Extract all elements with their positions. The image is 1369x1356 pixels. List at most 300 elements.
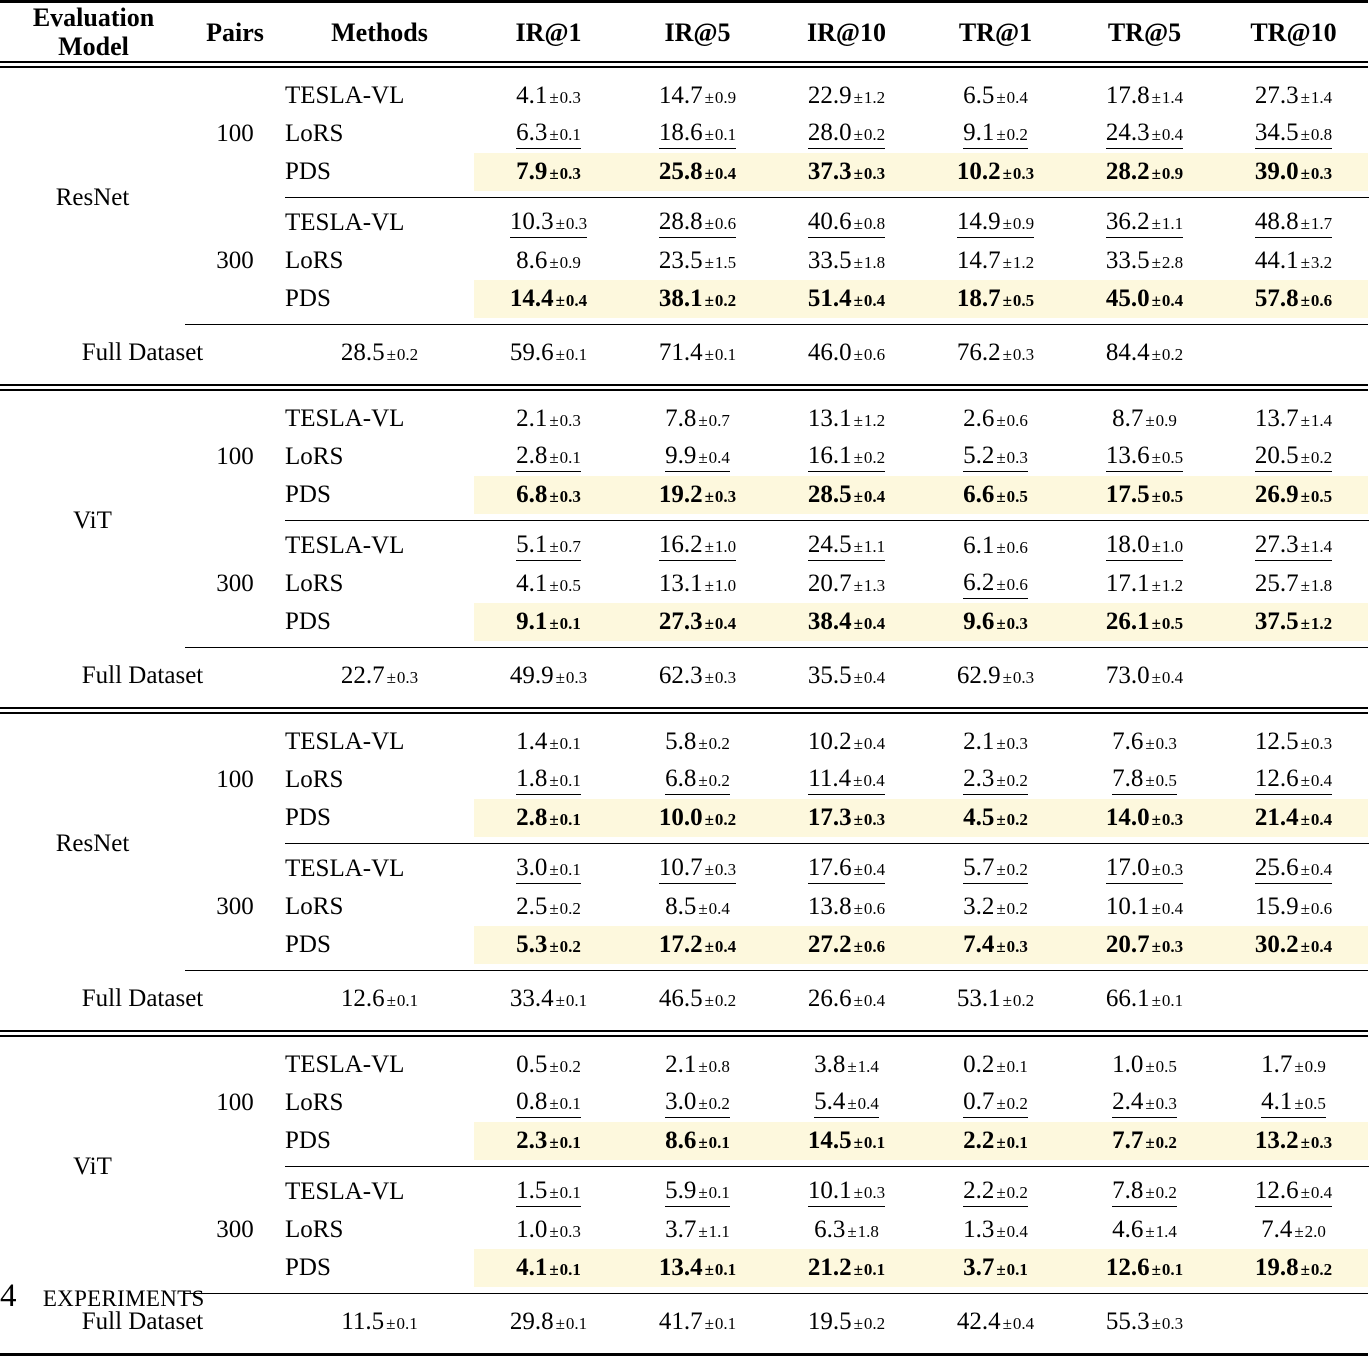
plus-minus-symbol: ±: [1299, 88, 1311, 107]
metric-value: [1112, 728, 1177, 756]
metric-std: 0.9: [1162, 164, 1183, 183]
metric-std: 1.8: [858, 1222, 879, 1241]
metric-mean: 11.5: [341, 1308, 384, 1335]
metric-cell: [772, 850, 921, 888]
metric-std: 0.6: [1311, 899, 1332, 918]
metric-value: [659, 208, 736, 238]
metric-mean: 17.8: [1106, 82, 1150, 109]
metric-value: [957, 285, 1034, 313]
metric-cell: [474, 400, 623, 438]
full-dataset-row: [0, 1300, 1369, 1344]
metric-cell: [623, 153, 772, 191]
metric-std: 0.4: [1311, 810, 1332, 829]
evaluation-model-label: ResNet: [0, 77, 185, 318]
metric-std: 0.2: [1007, 125, 1028, 144]
metric-cell: [623, 1122, 772, 1160]
metric-std: 0.3: [715, 487, 736, 506]
metric-mean: 17.5: [1106, 481, 1150, 508]
metric-cell: [285, 654, 474, 698]
metric-std: 0.5: [1156, 1057, 1177, 1076]
metric-std: 0.6: [1007, 575, 1028, 594]
full-dataset-label: Full Dataset: [0, 654, 285, 698]
metric-mean: 14.7: [659, 82, 703, 109]
metric-std: 1.3: [864, 576, 885, 595]
plus-minus-symbol: ±: [845, 1094, 857, 1113]
metric-value: [963, 405, 1028, 433]
metric-mean: 9.1: [963, 119, 994, 146]
metric-std: 0.1: [397, 991, 418, 1010]
metric-std: 0.2: [1007, 860, 1028, 879]
metric-cell: [772, 565, 921, 603]
metric-value: [665, 442, 730, 472]
metric-cell: [474, 280, 623, 318]
metric-std: 0.6: [715, 214, 736, 233]
metric-mean: 18.7: [957, 285, 1001, 312]
metric-std: 0.1: [560, 734, 581, 753]
metric-cell: [474, 115, 623, 153]
plus-minus-symbol: ±: [547, 1222, 559, 1241]
metric-std: 0.3: [1013, 164, 1034, 183]
metric-mean: 34.5: [1255, 119, 1299, 146]
metric-mean: 3.8: [814, 1051, 845, 1078]
metric-value: [1106, 531, 1183, 561]
metric-mean: 35.5: [808, 662, 852, 689]
metric-std: 1.2: [1013, 253, 1034, 272]
metric-value: [659, 570, 736, 599]
metric-std: 3.2: [1311, 253, 1332, 272]
metric-value: [516, 728, 581, 756]
column-header-model-line2: Model: [2, 32, 185, 61]
metric-value: [516, 804, 581, 832]
plus-minus-symbol: ±: [554, 991, 566, 1010]
metric-mean: 84.4: [1106, 339, 1150, 366]
metric-std: 0.1: [715, 345, 736, 364]
metric-cell: [1219, 280, 1368, 318]
method-label: PDS: [285, 1122, 474, 1160]
metric-mean: 10.2: [957, 158, 1001, 185]
table-row: [0, 400, 1369, 438]
results-table-body: [0, 2, 1369, 1356]
plus-minus-symbol: ±: [1299, 860, 1311, 879]
section-title: experiments: [43, 1278, 205, 1314]
plus-minus-symbol: ±: [852, 991, 864, 1010]
metric-mean: 6.8: [665, 765, 696, 792]
metric-mean: 24.5: [808, 531, 852, 558]
metric-mean: 10.7: [659, 854, 703, 881]
metric-value: [516, 531, 581, 561]
metric-std: 0.1: [560, 614, 581, 633]
metric-mean: 29.8: [510, 1308, 554, 1335]
metric-std: 0.5: [1162, 614, 1183, 633]
metric-cell: [1070, 603, 1219, 641]
plus-minus-symbol: ±: [385, 345, 397, 364]
metric-mean: 6.1: [963, 532, 994, 559]
metric-mean: 5.8: [665, 728, 696, 755]
metric-cell: [1219, 1046, 1368, 1084]
metric-cell: [1070, 1084, 1219, 1122]
metric-std: 0.4: [864, 991, 885, 1010]
column-header-ir5: IR@5: [623, 3, 772, 62]
metric-std: 0.3: [1007, 734, 1028, 753]
metric-cell: [921, 1300, 1070, 1344]
metric-value: [1112, 1177, 1177, 1207]
metric-mean: 13.4: [659, 1254, 703, 1281]
plus-minus-symbol: ±: [1150, 937, 1162, 956]
metric-mean: 7.7: [1112, 1127, 1143, 1154]
metric-mean: 16.1: [808, 442, 852, 469]
table-row: [0, 77, 1369, 115]
metric-mean: 20.7: [808, 570, 852, 597]
metric-std: 0.2: [715, 810, 736, 829]
metric-cell: [1070, 761, 1219, 799]
table-row: [0, 1249, 1369, 1287]
metric-cell: [1070, 1046, 1219, 1084]
metric-mean: 6.2: [963, 569, 994, 596]
metric-value: [1106, 931, 1183, 959]
plus-minus-symbol: ±: [384, 1314, 396, 1333]
pairs-spacer: [185, 400, 285, 438]
pairs-spacer: [185, 926, 285, 964]
metric-mean: 6.3: [814, 1216, 845, 1243]
plus-minus-symbol: ±: [994, 538, 1006, 557]
metric-cell: [772, 1300, 921, 1344]
metric-mean: 38.4: [808, 608, 852, 635]
metric-std: 0.5: [1162, 487, 1183, 506]
metric-std: 0.3: [560, 487, 581, 506]
plus-minus-symbol: ±: [1143, 734, 1155, 753]
plus-minus-symbol: ±: [852, 668, 864, 687]
metric-mean: 53.1: [957, 985, 1001, 1012]
spacer-row: [0, 1036, 1369, 1046]
metric-value: [659, 481, 736, 509]
metric-std: 0.4: [1311, 1183, 1332, 1202]
metric-value: [963, 481, 1028, 509]
metric-std: 0.4: [864, 860, 885, 879]
metric-mean: 25.7: [1255, 570, 1299, 597]
plus-minus-symbol: ±: [1299, 810, 1311, 829]
metric-value: [1106, 119, 1183, 149]
metric-mean: 45.0: [1106, 285, 1150, 312]
metric-cell: [474, 476, 623, 514]
metric-std: 1.4: [858, 1057, 879, 1076]
metric-mean: 12.6: [1106, 1254, 1150, 1281]
plus-minus-symbol: ±: [696, 771, 708, 790]
metric-value: [659, 1308, 736, 1336]
metric-value: [963, 1177, 1028, 1207]
metric-cell: [474, 438, 623, 476]
metric-cell: [1070, 926, 1219, 964]
metric-value: [665, 405, 730, 433]
metric-std: 0.9: [1156, 411, 1177, 430]
metric-mean: 13.7: [1255, 405, 1299, 432]
plus-minus-symbol: ±: [994, 860, 1006, 879]
metric-std: 0.9: [1013, 214, 1034, 233]
metric-cell: [474, 1084, 623, 1122]
metric-value: [1112, 765, 1177, 795]
plus-minus-symbol: ±: [852, 576, 864, 595]
plus-minus-symbol: ±: [1292, 1094, 1304, 1113]
metric-cell: [623, 77, 772, 115]
metric-value: [665, 1177, 730, 1207]
plus-minus-symbol: ±: [1299, 411, 1311, 430]
plus-minus-symbol: ±: [852, 291, 864, 310]
plus-minus-symbol: ±: [696, 1094, 708, 1113]
metric-mean: 18.0: [1106, 531, 1150, 558]
metric-mean: 0.8: [516, 1088, 547, 1115]
metric-std: 0.8: [1311, 125, 1332, 144]
plus-minus-symbol: ±: [547, 1260, 559, 1279]
metric-value: [516, 1088, 581, 1118]
metric-cell: [921, 1211, 1070, 1249]
metric-value: [808, 442, 885, 472]
metric-value: [1255, 854, 1332, 884]
column-header-method: Methods: [285, 3, 474, 62]
pairs-count: 100: [185, 1084, 285, 1122]
metric-cell: [474, 242, 623, 280]
plus-minus-symbol: ±: [1150, 576, 1162, 595]
metric-std: 1.1: [1162, 214, 1183, 233]
metric-mean: 14.5: [808, 1127, 852, 1154]
method-label: LoRS: [285, 438, 474, 476]
spacer-cell: [0, 698, 1368, 708]
plus-minus-symbol: ±: [994, 575, 1006, 594]
plus-minus-symbol: ±: [1150, 537, 1162, 556]
metric-value: [808, 1254, 885, 1282]
plus-minus-symbol: ±: [703, 88, 715, 107]
metric-cell: [1070, 1173, 1219, 1211]
metric-mean: 2.3: [516, 1127, 547, 1154]
metric-cell: [623, 115, 772, 153]
plus-minus-symbol: ±: [852, 88, 864, 107]
metric-value: [665, 1127, 730, 1155]
pairs-count: 100: [185, 438, 285, 476]
metric-cell: [474, 527, 623, 565]
metric-cell: [1219, 723, 1368, 761]
metric-std: 0.2: [397, 345, 418, 364]
metric-value: [808, 765, 884, 795]
plus-minus-symbol: ±: [696, 448, 708, 467]
plus-minus-symbol: ±: [1299, 614, 1311, 633]
metric-cell: [921, 476, 1070, 514]
metric-std: 0.8: [864, 214, 885, 233]
metric-cell: [1070, 115, 1219, 153]
metric-value: [1106, 442, 1183, 472]
metric-std: 0.4: [1162, 125, 1183, 144]
metric-value: [659, 119, 736, 149]
metric-std: 1.0: [1162, 537, 1183, 556]
metric-mean: 7.8: [1112, 765, 1143, 792]
metric-value: [665, 1088, 730, 1118]
metric-mean: 28.2: [1106, 158, 1150, 185]
metric-cell: [623, 527, 772, 565]
plus-minus-symbol: ±: [852, 1260, 864, 1279]
metric-std: 0.5: [1311, 487, 1332, 506]
metric-value: [341, 1308, 417, 1336]
metric-value: [516, 119, 581, 149]
metric-cell: [1070, 799, 1219, 837]
metric-mean: 2.5: [516, 893, 547, 920]
metric-value: [659, 247, 736, 275]
metric-std: 0.5: [1007, 487, 1028, 506]
metric-mean: 17.0: [1106, 854, 1150, 881]
metric-std: 1.4: [1311, 537, 1332, 556]
plus-minus-symbol: ±: [852, 345, 864, 364]
plus-minus-symbol: ±: [1001, 253, 1013, 272]
metric-value: [963, 765, 1028, 795]
plus-minus-symbol: ±: [547, 1183, 559, 1202]
metric-mean: 1.0: [516, 1216, 547, 1243]
method-label: TESLA-VL: [285, 400, 474, 438]
metric-value: [665, 893, 730, 921]
metric-std: 0.2: [560, 899, 581, 918]
metric-mean: 1.5: [516, 1177, 547, 1204]
column-header-tr5: TR@5: [1070, 3, 1219, 62]
metric-value: [957, 985, 1034, 1013]
pairs-spacer: [185, 204, 285, 242]
method-label: PDS: [285, 603, 474, 641]
metric-mean: 41.7: [659, 1308, 703, 1335]
metric-value: [963, 569, 1028, 599]
metric-mean: 2.2: [963, 1177, 994, 1204]
metric-value: [1106, 1308, 1183, 1336]
metric-std: 1.5: [715, 253, 736, 272]
metric-value: [516, 608, 581, 636]
metric-value: [963, 1127, 1028, 1155]
pairs-spacer: [185, 1173, 285, 1211]
metric-mean: 8.6: [665, 1127, 696, 1154]
metric-cell: [474, 799, 623, 837]
metric-value: [665, 728, 730, 756]
metric-mean: 3.7: [665, 1216, 696, 1243]
plus-minus-symbol: ±: [852, 125, 864, 144]
metric-cell: [474, 204, 623, 242]
plus-minus-symbol: ±: [703, 668, 715, 687]
pairs-spacer: [185, 527, 285, 565]
metric-value: [808, 119, 885, 149]
metric-mean: 55.3: [1106, 1308, 1150, 1335]
metric-mean: 62.9: [957, 662, 1001, 689]
metric-cell: [623, 1046, 772, 1084]
metric-mean: 2.3: [963, 765, 994, 792]
plus-minus-symbol: ±: [703, 810, 715, 829]
metric-std: 0.3: [1311, 734, 1332, 753]
metric-mean: 12.6: [1255, 1177, 1299, 1204]
plus-minus-symbol: ±: [703, 253, 715, 272]
metric-value: [814, 1088, 879, 1118]
metric-cell: [921, 1046, 1070, 1084]
pairs-spacer: [185, 77, 285, 115]
metric-cell: [772, 1046, 921, 1084]
metric-cell: [623, 1249, 772, 1287]
metric-mean: 44.1: [1255, 247, 1299, 274]
metric-value: [659, 931, 736, 959]
metric-cell: [474, 1300, 623, 1344]
plus-minus-symbol: ±: [554, 291, 566, 310]
metric-std: 1.2: [864, 88, 885, 107]
metric-mean: 33.5: [1106, 247, 1150, 274]
metric-value: [510, 1308, 587, 1336]
plus-minus-symbol: ±: [852, 253, 864, 272]
metric-cell: [921, 888, 1070, 926]
method-label: PDS: [285, 476, 474, 514]
plus-minus-symbol: ±: [852, 734, 864, 753]
metric-mean: 57.8: [1255, 285, 1299, 312]
method-label: LoRS: [285, 1211, 474, 1249]
metric-value: [1106, 339, 1183, 367]
metric-value: [808, 1177, 885, 1207]
metric-std: 0.6: [864, 345, 885, 364]
metric-mean: 17.3: [808, 804, 852, 831]
metric-value: [1106, 608, 1183, 636]
metric-cell: [772, 400, 921, 438]
metric-value: [963, 893, 1028, 921]
table-row: [0, 438, 1369, 476]
metric-std: 2.8: [1162, 253, 1183, 272]
method-label: TESLA-VL: [285, 1173, 474, 1211]
metric-mean: 37.3: [808, 158, 852, 185]
metric-cell: [1219, 438, 1368, 476]
metric-cell: [772, 476, 921, 514]
metric-mean: 4.1: [516, 1254, 547, 1281]
metric-value: [665, 765, 730, 795]
metric-value: [957, 247, 1034, 275]
metric-mean: 8.6: [516, 247, 547, 274]
metric-std: 1.7: [1311, 214, 1332, 233]
metric-std: 0.2: [1007, 1094, 1028, 1113]
metric-mean: 10.3: [510, 208, 554, 235]
metric-cell: [1219, 77, 1368, 115]
metric-cell: [921, 527, 1070, 565]
metric-value: [963, 1254, 1028, 1282]
metric-std: 0.2: [709, 771, 730, 790]
metric-value: [1112, 405, 1177, 433]
metric-cell: [623, 204, 772, 242]
metric-mean: 13.2: [1255, 1127, 1299, 1154]
method-label: PDS: [285, 153, 474, 191]
metric-mean: 16.2: [659, 531, 703, 558]
plus-minus-symbol: ±: [1292, 1222, 1304, 1241]
metric-mean: 22.9: [808, 82, 852, 109]
metric-cell: [921, 153, 1070, 191]
metric-mean: 28.5: [341, 339, 385, 366]
metric-mean: 17.2: [659, 931, 703, 958]
metric-cell: [1070, 204, 1219, 242]
plus-minus-symbol: ±: [852, 448, 864, 467]
plus-minus-symbol: ±: [1299, 253, 1311, 272]
metric-std: 0.1: [566, 991, 587, 1010]
plus-minus-symbol: ±: [696, 734, 708, 753]
metric-value: [963, 728, 1028, 756]
plus-minus-symbol: ±: [1150, 88, 1162, 107]
metric-value: [1106, 570, 1183, 599]
plus-minus-symbol: ±: [994, 487, 1006, 506]
spacer-cell: [0, 390, 1368, 400]
metric-cell: [772, 527, 921, 565]
metric-mean: 28.8: [659, 208, 703, 235]
metric-std: 0.2: [1311, 448, 1332, 467]
metric-value: [814, 1216, 879, 1244]
metric-std: 0.2: [1156, 1133, 1177, 1152]
metric-cell: [1070, 77, 1219, 115]
metric-std: 0.1: [560, 810, 581, 829]
plus-minus-symbol: ±: [1299, 734, 1311, 753]
metric-std: 0.1: [1007, 1057, 1028, 1076]
metric-value: [516, 570, 581, 599]
plus-minus-symbol: ±: [1150, 164, 1162, 183]
plus-minus-symbol: ±: [547, 1094, 559, 1113]
metric-value: [516, 1254, 581, 1282]
metric-std: 0.3: [715, 860, 736, 879]
